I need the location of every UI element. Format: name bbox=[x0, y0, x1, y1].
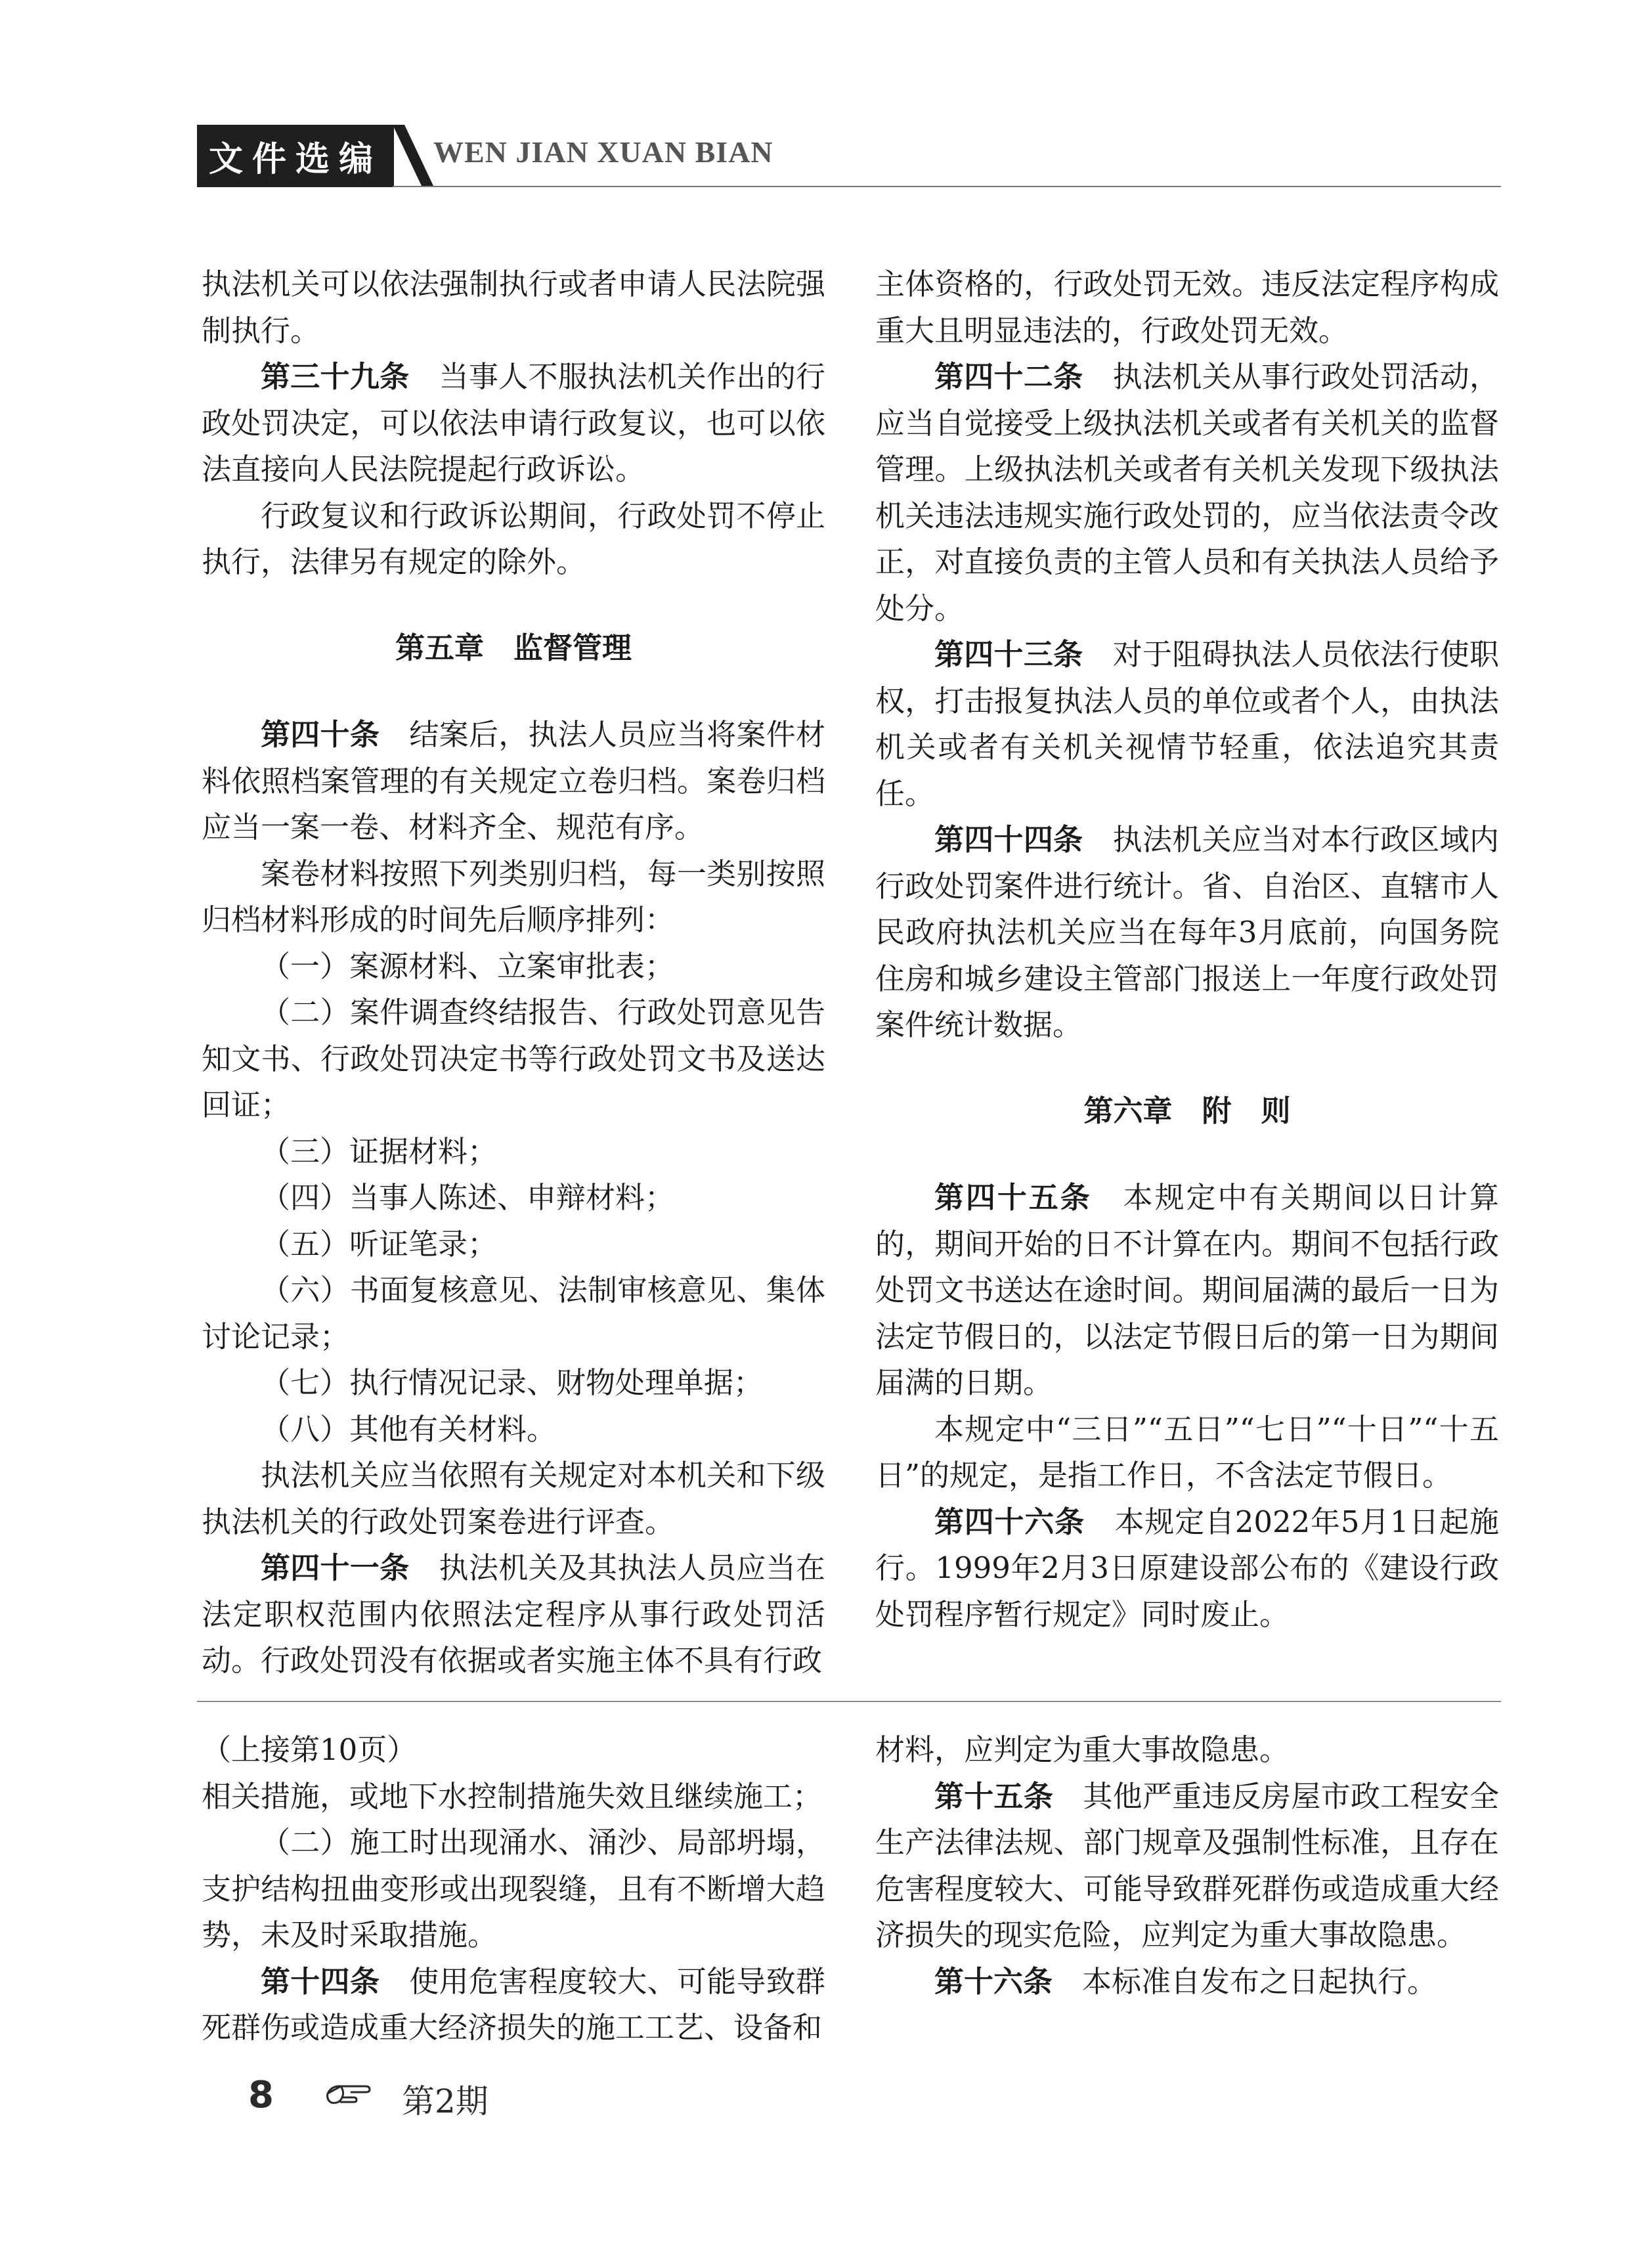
article-46 bbox=[875, 1499, 1499, 1638]
article-44 bbox=[875, 817, 1499, 1049]
article-label: 第四十二条 bbox=[934, 359, 1083, 394]
article-text: 使用危害程度较大、可能导致群死群伤或造成重大经济损失的施工工艺、设备和 bbox=[202, 1963, 825, 2045]
article-text: 执法机关从事行政处罚活动，应当自觉接受上级执法机关或者有关机关的监督管理。上级执法机关或者有关机关发现下级执法机关违法违规实施行政处罚的，应当依法责令改正，对直接负责的主管人员和有关执法人员给予处分。 bbox=[875, 359, 1499, 626]
section-divider bbox=[197, 1701, 1501, 1702]
paragraph: 本规定中“三日”“五日”“七日”“十日”“十五日”的规定，是指工作日，不含法定节假日。 bbox=[875, 1411, 1499, 1493]
section-title-english: WEN JIAN XUAN BIAN bbox=[433, 135, 773, 169]
continued-note: （上接第10页） bbox=[202, 1732, 417, 1767]
article-label: 第十四条 bbox=[261, 1963, 380, 1999]
issue-label: 第2期 bbox=[402, 2082, 489, 2120]
article-14 bbox=[202, 1959, 825, 2051]
article-text: 结案后，执法人员应当将案件材料依照档案管理的有关规定立卷归档。案卷归档应当一案一卷、材料齐全、规范有序。 bbox=[202, 717, 825, 844]
article-label: 第四十六条 bbox=[934, 1504, 1085, 1539]
paragraph: 主体资格的，行政处罚无效。违反法定程序构成重大且明显违法的，行政处罚无效。 bbox=[875, 267, 1499, 348]
list-item: （一）案源材料、立案审批表； bbox=[261, 948, 675, 984]
paragraph: 行政复议和行政诉讼期间，行政处罚不停止执行，法律另有规定的除外。 bbox=[202, 498, 825, 579]
article-label: 第四十一条 bbox=[261, 1550, 410, 1585]
header-divider bbox=[393, 186, 1501, 187]
bottom-right-column bbox=[875, 1727, 1499, 2005]
article-39 bbox=[202, 354, 825, 493]
list-item: （六）书面复核意见、法制审核意见、集体讨论记录； bbox=[202, 1273, 825, 1354]
list-item: （四）当事人陈述、申辩材料； bbox=[261, 1180, 675, 1215]
list-item: （五）听证笔录； bbox=[261, 1226, 498, 1261]
paragraph: （二）施工时出现涌水、涌沙、局部坍塌，支护结构扭曲变形或出现裂缝，且有不断增大趋势，未及时采取措施。 bbox=[202, 1825, 825, 1952]
article-text: 其他严重违反房屋市政工程安全生产法律法规、部门规章及强制性标准，且存在危害程度较大、可能导致群死群伤或造成重大经济损失的现实危险，应判定为重大事故隐患。 bbox=[875, 1778, 1499, 1952]
top-right-column bbox=[875, 261, 1499, 1638]
article-label: 第四十条 bbox=[261, 717, 380, 752]
article-40 bbox=[202, 712, 825, 851]
section-tab: 文件选编 bbox=[197, 125, 394, 187]
article-text: 本标准自发布之日起执行。 bbox=[1082, 1963, 1437, 1999]
article-text: 对于阻碍执法人员依法行使职权，打击报复执法人员的单位或者个人，由执法机关或者有关机关视情节轻重，依法追究其责任。 bbox=[875, 637, 1499, 811]
paragraph: 案卷材料按照下列类别归档，每一类别按照归档材料形成的时间先后顺序排列： bbox=[202, 856, 825, 937]
paragraph: 相关措施，或地下水控制措施失效且继续施工； bbox=[202, 1778, 823, 1814]
article-text: 本规定自2022年5月1日起施行。1999年2月3日原建设部公布的《建设行政处罚程序暂行规定》同时废止。 bbox=[875, 1504, 1499, 1632]
article-text: 当事人不服执法机关作出的行政处罚决定，可以依法申请行政复议，也可以依法直接向人民法院提起行政诉讼。 bbox=[202, 359, 825, 487]
article-16 bbox=[875, 1959, 1499, 2005]
pointing-hand-icon bbox=[325, 2080, 372, 2109]
page-number: 8 bbox=[248, 2074, 274, 2116]
list-item: （三）证据材料； bbox=[261, 1133, 498, 1169]
article-label: 第四十三条 bbox=[934, 637, 1083, 672]
article-42 bbox=[875, 354, 1499, 632]
article-45 bbox=[875, 1175, 1499, 1407]
article-label: 第四十四条 bbox=[934, 822, 1083, 857]
paragraph: 材料，应判定为重大事故隐患。 bbox=[875, 1732, 1290, 1767]
list-item: （八）其他有关材料。 bbox=[261, 1411, 557, 1447]
article-label: 第十六条 bbox=[934, 1963, 1053, 1999]
article-text: 执法机关应当对本行政区域内行政处罚案件进行统计。省、自治区、直辖市人民政府执法机关应当在每年3月底前，向国务院住房和城乡建设主管部门报送上一年度行政处罚案件统计数据。 bbox=[875, 822, 1499, 1042]
chapter-heading: 第五章 监督管理 bbox=[395, 630, 632, 665]
article-label: 第四十五条 bbox=[934, 1180, 1092, 1215]
bottom-left-column bbox=[202, 1727, 825, 2051]
top-left-column bbox=[202, 261, 825, 1684]
paragraph: 执法机关可以依法强制执行或者申请人民法院强制执行。 bbox=[202, 267, 825, 348]
article-text: 执法机关及其执法人员应当在法定职权范围内依照法定程序从事行政处罚活动。行政处罚没有依据或者实施主体不具有行政 bbox=[202, 1550, 825, 1678]
article-43 bbox=[875, 632, 1499, 817]
list-item: （七）执行情况记录、财物处理单据； bbox=[261, 1365, 764, 1400]
tab-chevron-icon bbox=[393, 125, 439, 187]
article-label: 第十五条 bbox=[934, 1778, 1054, 1814]
article-15 bbox=[875, 1774, 1499, 1959]
article-41 bbox=[202, 1545, 825, 1684]
article-label: 第三十九条 bbox=[261, 359, 410, 394]
chapter-heading: 第六章 附 则 bbox=[1083, 1093, 1291, 1128]
article-text: 本规定中有关期间以日计算的，期间开始的日不计算在内。期间不包括行政处罚文书送达在途时间。期间届满的最后一日为法定节假日的，以法定节假日后的第一日为期间届满的日期。 bbox=[875, 1180, 1499, 1400]
list-item: （二）案件调查终结报告、行政处罚意见告知文书、行政处罚决定书等行政处罚文书及送达回证； bbox=[202, 995, 825, 1122]
paragraph: 执法机关应当依照有关规定对本机关和下级执法机关的行政处罚案卷进行评查。 bbox=[202, 1458, 825, 1539]
